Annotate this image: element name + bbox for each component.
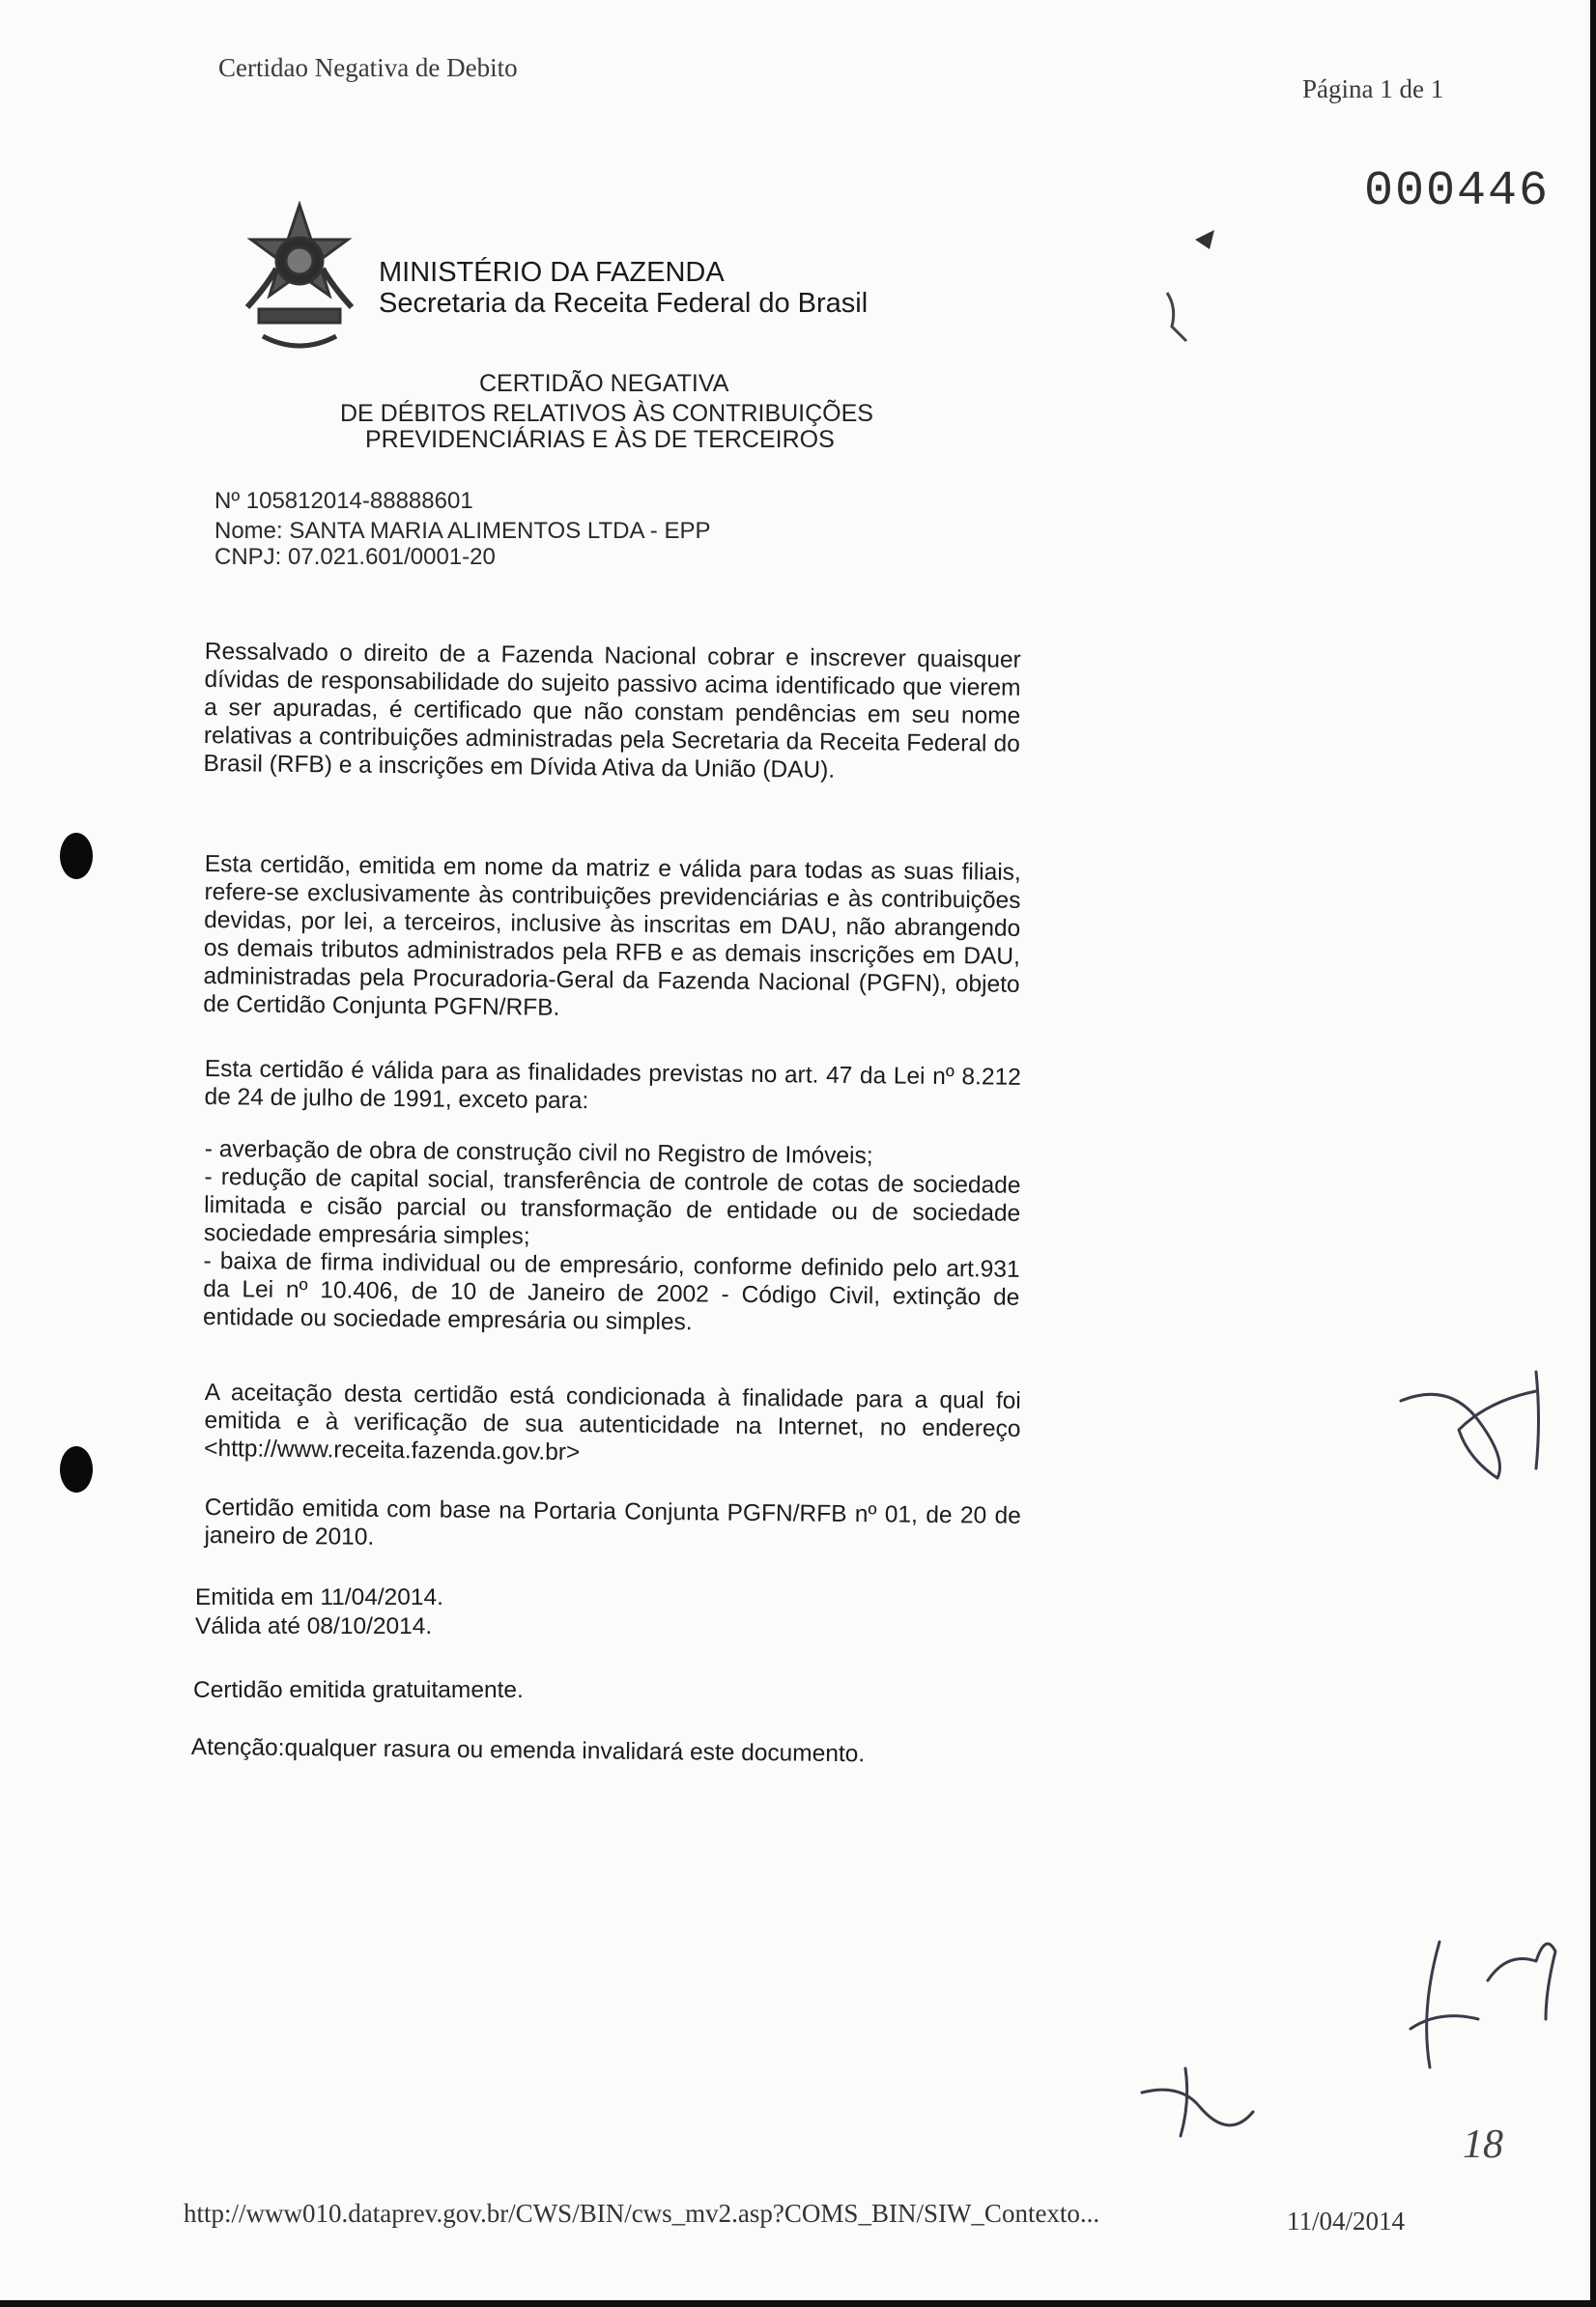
footer-date: 11/04/2014 [1287,2207,1406,2236]
exceptions-list [203,1135,1021,1340]
handwritten-mark-icon [1391,1362,1565,1488]
valid-until-date: Válida até 08/10/2014. [195,1613,433,1639]
body-paragraph-3: Esta certidão é válida para as finalidades previstas no art. 47 da Lei nº 8.212 de 24 de julho de 1991, exceto para: [204,1056,1021,1115]
body-paragraph-5: Certidão emitida com base na Portaria Conjunta PGFN/RFB nº 01, de 20 de janeiro de 2010. [204,1495,1021,1551]
ink-mark-icon [1157,288,1190,346]
secretariat-name: Secretaria da Receita Federal do Brasil [379,288,869,319]
coat-of-arms-icon [238,201,361,356]
body-paragraph-1: Ressalvado o direito de a Fazenda Nacional cobrar e inscrever quaisquer dívidas de responsabilidade do sujeito passivo acima identificado que vierem a ser apuradas, é certificado que não constam pendências em seu nome relativas a contribuições administradas pela Secretaria da Receita Federal do Brasil (RFB) e a inscrições em Dívida Ativa da União (DAU). [203,638,1021,783]
certificate-title-line2: DE DÉBITOS RELATIVOS ÀS CONTRIBUIÇÕES [340,400,873,427]
free-issue-note: Certidão emitida gratuitamente. [193,1677,524,1703]
certificate-title-line1: CERTIDÃO NEGATIVA [479,370,729,397]
exception-item: - redução de capital social, transferência de controle de cotas de sociedade limitada e cisão parcial ou transformação de entidade ou de sociedade sociedade empresária simples; [203,1163,1021,1250]
document-header-title: Certidao Negativa de Debito [218,53,518,82]
stamp-number: 000446 [1364,164,1551,219]
handwritten-page-number: 18 [1463,2122,1503,2167]
company-name: Nome: SANTA MARIA ALIMENTOS LTDA - EPP [214,518,711,544]
punch-hole [60,833,93,879]
footer-url: http://www010.dataprev.gov.br/CWS/BIN/cws_mv2.asp?COMS_BIN/SIW_Contexto... [184,2199,1100,2228]
ink-mark-icon [1190,220,1229,259]
issue-date: Emitida em 11/04/2014. [195,1584,443,1610]
exception-item: - averbação de obra de construção civil no Registro de Imóveis; [204,1136,873,1170]
punch-hole [60,1446,93,1493]
body-paragraph-4: A aceitação desta certidão está condicionada à finalidade para a qual foi emitida e à verificação de sua autenticidade na Internet, no endereço <http://www.receita.fazenda.gov.br> [204,1380,1021,1467]
body-paragraph-2: Esta certidão, emitida em nome da matriz e válida para todas as suas filiais, refere-se exclusivamente às contribuições previdenciárias e às contribuições devidas, por lei, a terceiros, inclusive às inscritas em DAU, não abrangendo os demais tributos administrados pela RFB e as demais inscrições em DAU, administradas pela Procuradoria-Geral da Fazenda Nacional (PGFN), objeto de Certidão Conjunta PGFN/RFB. [203,850,1021,1021]
certificate-title-line3: PREVIDENCIÁRIAS E ÀS DE TERCEIROS [365,426,835,453]
exception-item: - baixa de firma individual ou de empresário, conforme definido pelo art.931 da Lei nº 10.406, de 10 de Janeiro de 2002 - Código Civil, extinção de entidade ou sociedade empresária ou simples. [202,1247,1020,1336]
ministry-name: MINISTÉRIO DA FAZENDA [379,257,725,288]
tamper-warning: Atenção:qualquer rasura ou emenda invalidará este documento. [190,1734,866,1768]
initials-signature-icon [1401,1922,1565,2077]
company-cnpj: CNPJ: 07.021.601/0001-20 [214,544,496,570]
rubric-signature-icon [1132,2064,1268,2141]
page-indicator: Página 1 de 1 [1302,74,1444,103]
certificate-number: Nº 105812014-88888601 [214,488,473,514]
